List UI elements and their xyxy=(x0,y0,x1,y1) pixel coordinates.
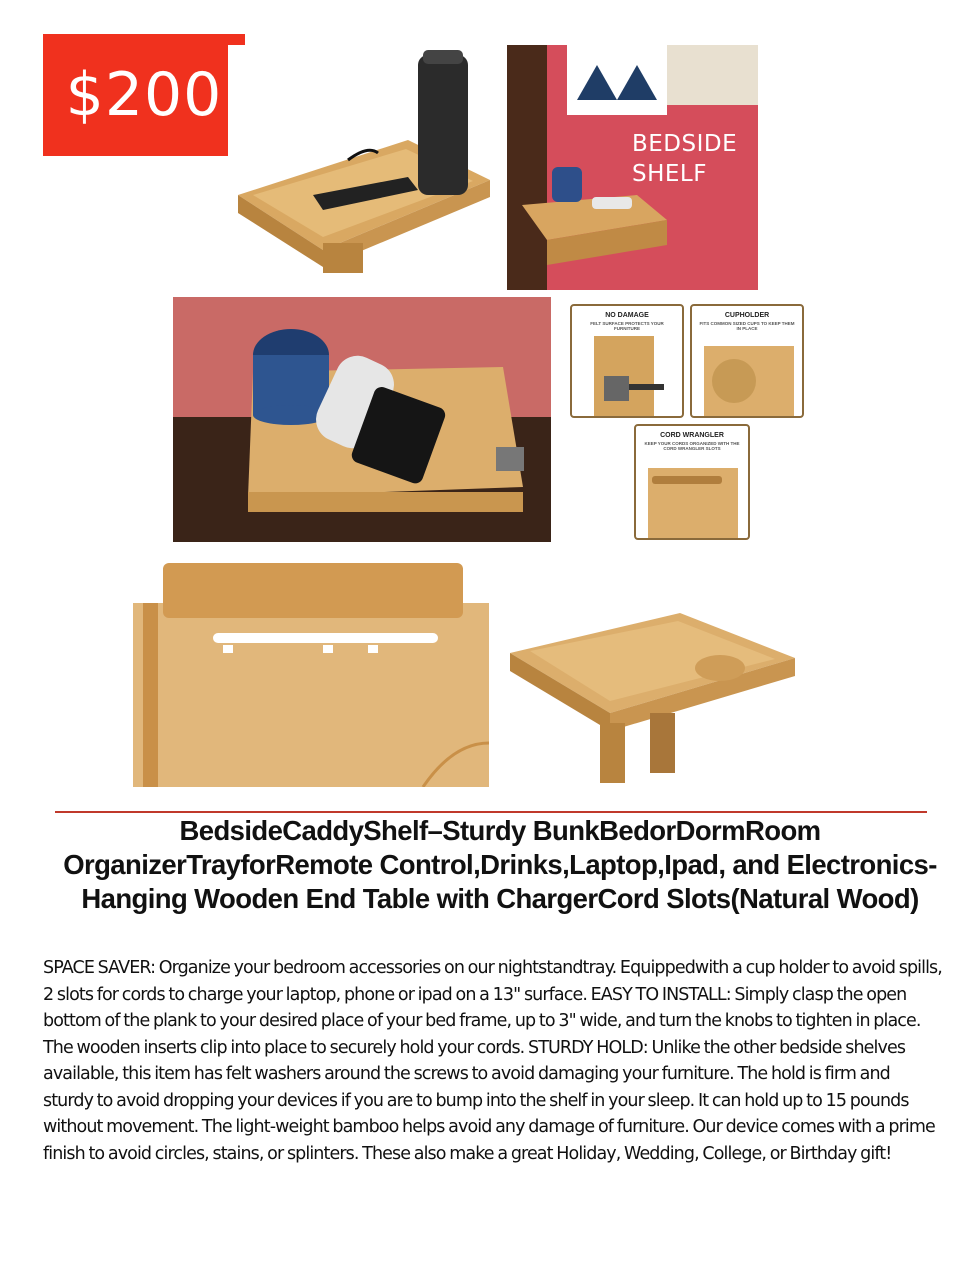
product-description: SPACE SAVER: Organize your bedroom accessories on our nightstandtray. Equippedwith a cup holder to avoid spills, 2 slots for cords to charge your laptop, phone or ipad on a 13" surface. EASY TO INSTALL: Simply clasp the open bottom of the plank to your desired place of your bed frame, up to 3" wide, and turn the knobs to tighten in place. The wooden inserts clip into place to securely hold your cords. STURDY HOLD: Unlike the other bedside shelves available, this item has felt washers around the screws to avoid damaging your furniture. The hold is firm and sturdy to avoid dropping your devices if you are to bump into the shelf in your sleep. It can hold up to 15 pounds without movement. The light-weight bamboo helps avoid any damage of furniture. Our device comes with a prime finish to avoid circles, stains, or splinters. These also make a great Holiday, Wedding, College, or Birthday gift! xyxy=(43,958,942,1164)
shelf-label: SHELF xyxy=(632,161,707,187)
divider-line xyxy=(55,811,927,813)
feature-subtitle: FELT SURFACE PROTECTS YOUR FURNITURE xyxy=(590,321,664,331)
product-photo-tray-with-mug-remote-phone xyxy=(173,297,551,542)
feature-subtitle: FITS COMMON SIZED CUPS TO KEEP THEM IN PLACE xyxy=(699,321,795,331)
feature-card-cupholder xyxy=(690,304,804,418)
feature-card-no-damage xyxy=(570,304,684,418)
product-title: BedsideCaddyShelf–Sturdy BunkBedorDormRoom OrganizerTrayforRemote Control,Drinks,Laptop,Ipad, and Electronics-Hanging Wooden End Table with ChargerCord Slots(Natural Wood) xyxy=(63,815,937,914)
feature-title: NO DAMAGE xyxy=(605,312,649,319)
product-photo-bedside-shelf xyxy=(507,45,758,290)
price-badge: $200 xyxy=(43,34,245,156)
feature-card-cord-wrangler xyxy=(634,424,750,540)
feature-title: CORD WRANGLER xyxy=(660,432,724,439)
bedside-label: BEDSIDE xyxy=(632,131,738,157)
feature-title: CUPHOLDER xyxy=(724,312,770,319)
product-photo-tray-with-tumbler xyxy=(228,45,493,275)
feature-subtitle: KEEP YOUR CORDS ORGANIZED WITH THE CORD WRANGLER SLOTS xyxy=(644,441,740,451)
product-photo-empty-tray xyxy=(500,563,800,788)
product-photo-cord-slots-closeup xyxy=(133,563,489,787)
